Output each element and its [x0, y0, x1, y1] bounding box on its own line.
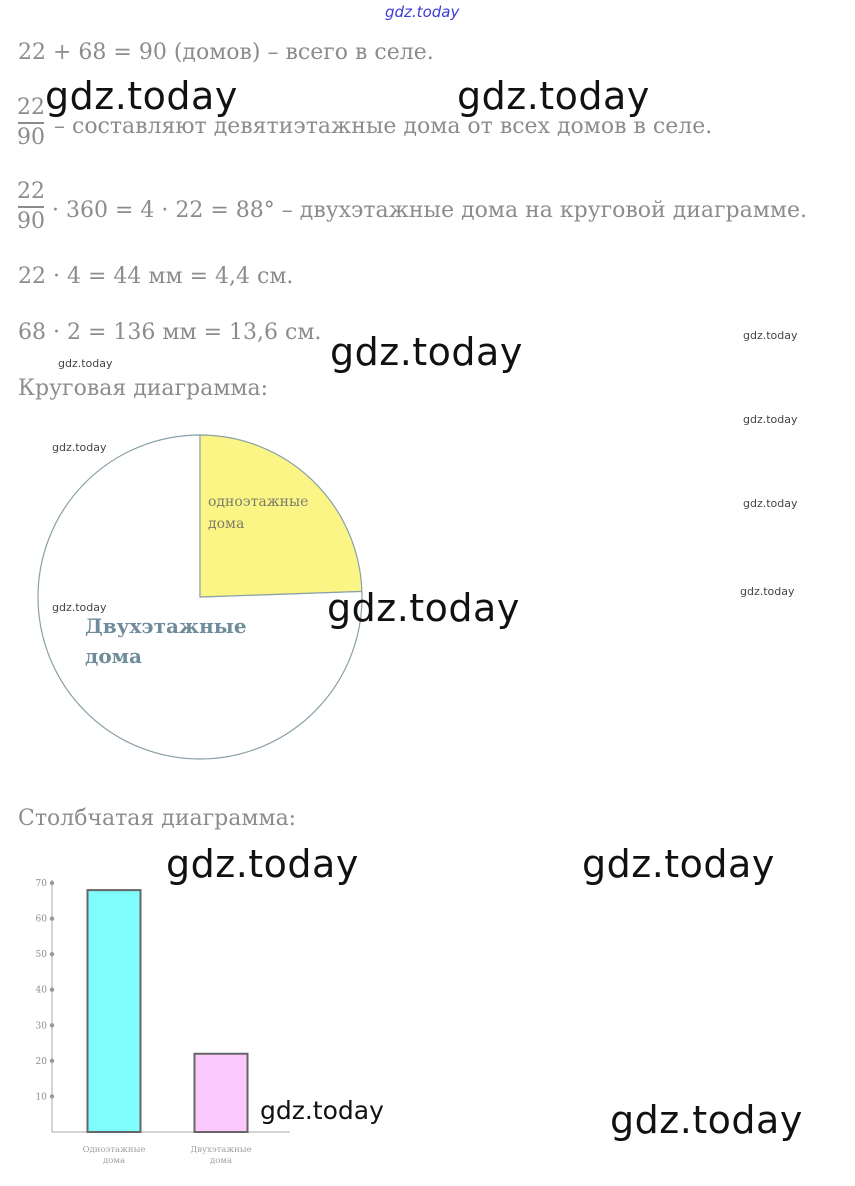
pie-slice-2-label-line1: Двухэтажные	[85, 614, 247, 638]
y-tick-mark	[50, 1059, 54, 1063]
x-category-label: дома	[209, 1156, 233, 1166]
x-category-label: Одноэтажные	[82, 1145, 146, 1155]
y-tick-label: 40	[35, 985, 47, 996]
watermark: gdz.today	[327, 586, 520, 630]
y-tick-mark	[50, 952, 54, 956]
pie-slice-2-label-line2: дома	[85, 644, 143, 668]
watermark-small: gdz.today	[743, 413, 798, 426]
watermark-top: gdz.today	[385, 3, 460, 21]
watermark-small: gdz.today	[743, 329, 798, 342]
y-tick-label: 30	[35, 1021, 47, 1032]
equation-length-1: 22 · 4 = 44 мм = 4,4 см.	[18, 264, 294, 289]
watermark: gdz.today	[610, 1098, 803, 1142]
fraction-1-denominator: 90	[17, 125, 45, 150]
y-tick-mark	[50, 988, 54, 992]
watermark-small: gdz.today	[743, 497, 798, 510]
x-category-label: Двухэтажные	[190, 1145, 252, 1155]
watermark-small: gdz.today	[58, 357, 113, 370]
equation-share-text: – составляют девятиэтажные дома от всех домов в селе.	[54, 114, 713, 139]
x-category-label: дома	[102, 1156, 126, 1166]
y-tick-label: 60	[35, 914, 47, 925]
y-tick-mark	[50, 1023, 54, 1027]
watermark-small: gdz.today	[52, 601, 107, 614]
watermark: gdz.today	[260, 1096, 384, 1125]
y-tick-mark	[50, 916, 54, 920]
fraction-1-numerator: 22	[17, 95, 45, 120]
bar-1	[88, 890, 141, 1132]
equation-total: 22 + 68 = 90 (домов) – всего в селе.	[18, 40, 434, 65]
fraction-2	[16, 178, 46, 236]
watermark: gdz.today	[582, 842, 775, 886]
watermark: gdz.today	[457, 74, 650, 118]
y-tick-mark	[50, 1094, 54, 1098]
pie-slice-1-label-line2: дома	[208, 516, 245, 532]
watermark: gdz.today	[330, 330, 523, 374]
watermark-small: gdz.today	[740, 585, 795, 598]
bar-chart-heading: Столбчатая диаграмма:	[18, 806, 297, 831]
watermark-small: gdz.today	[52, 441, 107, 454]
fraction-2-denominator: 90	[17, 209, 45, 234]
fraction-2-numerator: 22	[17, 179, 45, 204]
pie-slice-1-label-line1: одноэтажные	[208, 494, 309, 510]
pie-chart-heading: Круговая диаграмма:	[18, 376, 269, 401]
y-tick-mark	[50, 881, 54, 885]
watermark: gdz.today	[166, 842, 359, 886]
y-tick-label: 10	[35, 1092, 47, 1103]
y-tick-label: 20	[35, 1056, 47, 1067]
y-tick-label: 50	[35, 950, 47, 961]
bar-2	[195, 1054, 248, 1132]
watermark: gdz.today	[45, 74, 238, 118]
equation-angle-text: · 360 = 4 · 22 = 88° – двухэтажные дома на круговой диаграмме.	[52, 198, 807, 223]
equation-length-2: 68 · 2 = 136 мм = 13,6 см.	[18, 320, 322, 345]
y-tick-label: 70	[35, 879, 47, 889]
fraction-1	[16, 94, 46, 152]
bar-chart	[0, 850, 320, 1180]
